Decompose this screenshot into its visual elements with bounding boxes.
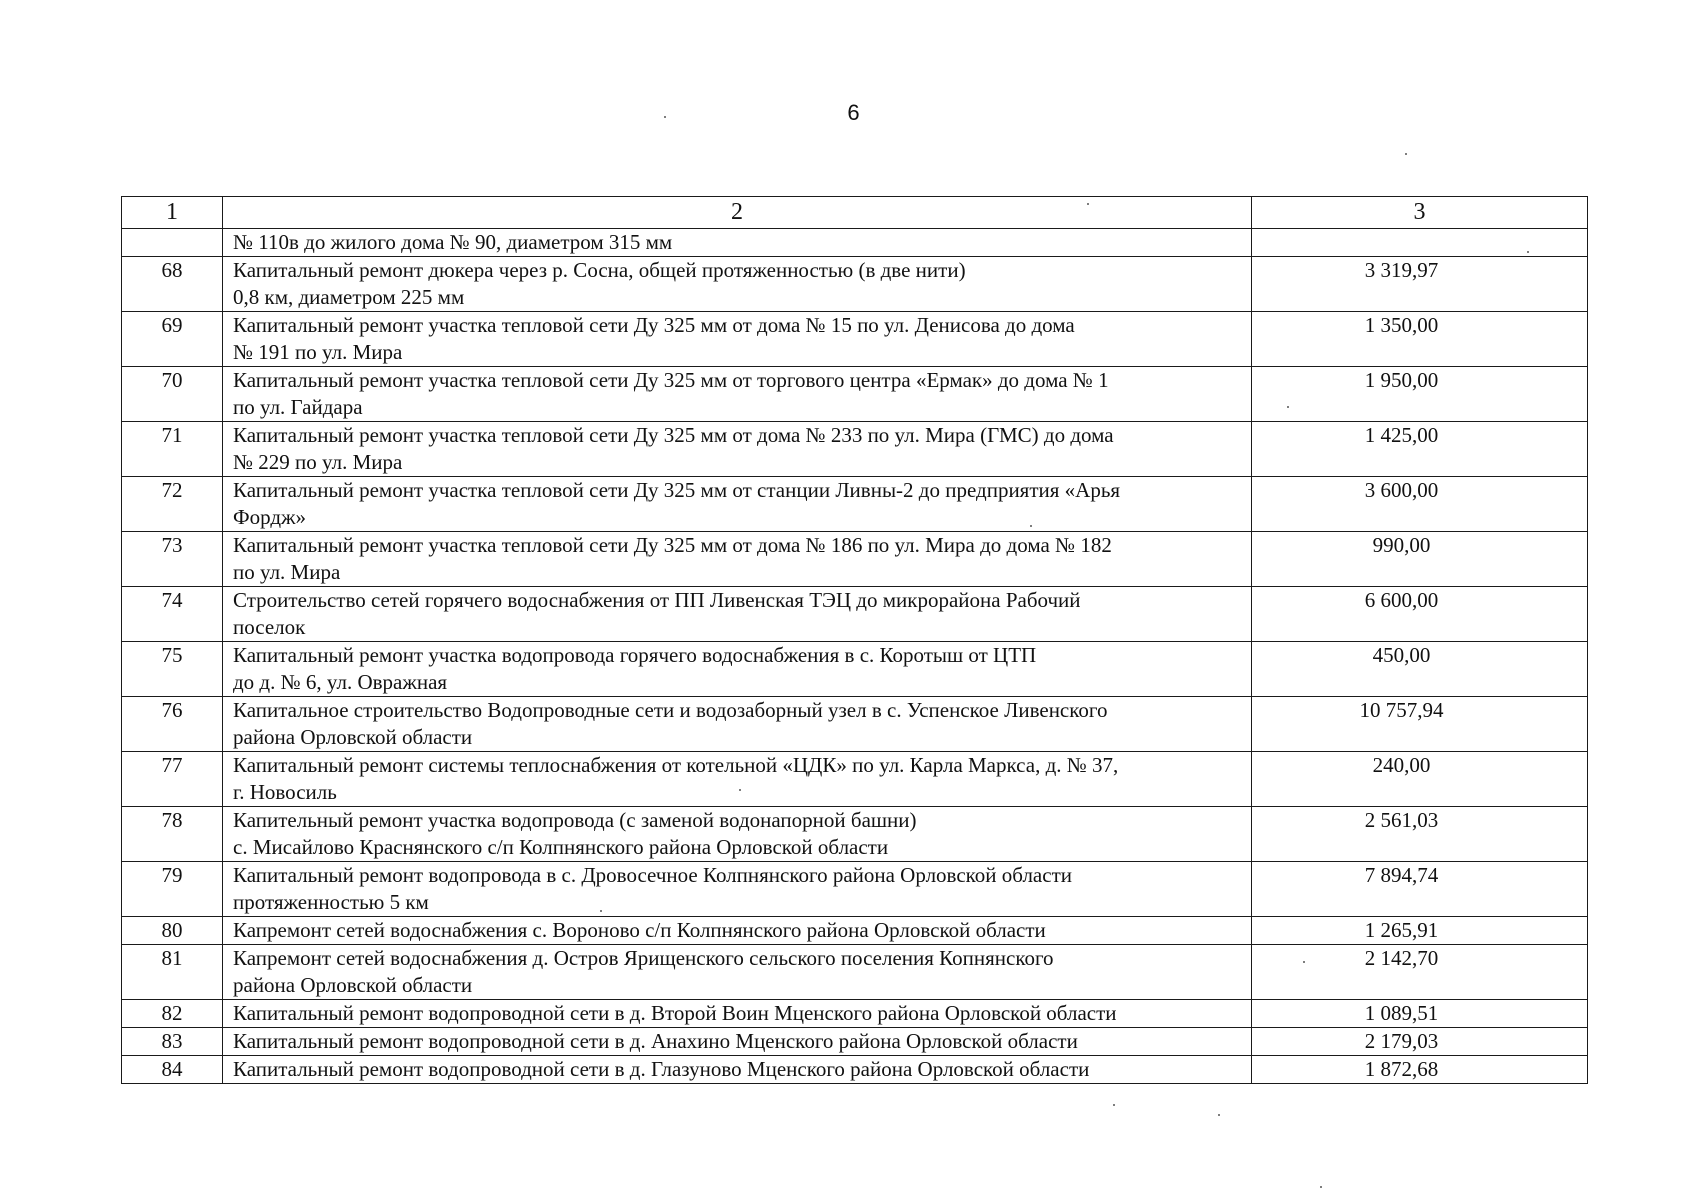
description-line: Капитальный ремонт участка тепловой сети Ду 325 мм от торгового центра «Ермак» до дома № 1 — [233, 368, 1109, 392]
description-line: до д. № 6, ул. Овражная — [233, 670, 448, 694]
row-value: 3 319,97 — [1252, 257, 1588, 312]
row-description — [223, 257, 1252, 312]
scan-speck — [1113, 1104, 1115, 1106]
table-row — [122, 1028, 1588, 1056]
description-line: поселок — [233, 615, 306, 639]
row-value: 10 757,94 — [1252, 697, 1588, 752]
description-line: Капитальный ремонт участка тепловой сети Ду 325 мм от станции Ливны-2 до предприятия «Арья — [233, 478, 1121, 502]
table-row — [122, 367, 1588, 422]
scan-speck — [1405, 153, 1407, 155]
description-line: по ул. Мира — [233, 560, 341, 584]
description-line: протяженностью 5 км — [233, 890, 429, 914]
table-row — [122, 477, 1588, 532]
row-number: 69 — [122, 312, 223, 367]
row-value: 3 600,00 — [1252, 477, 1588, 532]
description-line: Капитальный ремонт водопроводной сети в д. Второй Воин Мценского района Орловской области — [233, 1001, 1117, 1025]
description-line: Капитальный ремонт водопроводной сети в д. Анахино Мценского района Орловской области — [233, 1029, 1078, 1053]
row-description — [223, 229, 1252, 257]
row-description — [223, 642, 1252, 697]
row-value: 1 872,68 — [1252, 1056, 1588, 1084]
description-line: Капитальный ремонт участка тепловой сети Ду 325 мм от дома № 186 по ул. Мира до дома № 182 — [233, 533, 1112, 557]
description-line: Капитальный ремонт системы теплоснабжения от котельной «ЦДК» по ул. Карла Маркса, д. № 37, — [233, 753, 1119, 777]
row-value: 1 089,51 — [1252, 1000, 1588, 1028]
table-row — [122, 807, 1588, 862]
description-line: Капремонт сетей водоснабжения с. Вороново с/п Колпнянского района Орловской области — [233, 918, 1046, 942]
row-number: 77 — [122, 752, 223, 807]
table-row — [122, 862, 1588, 917]
table-row — [122, 752, 1588, 807]
table-row — [122, 917, 1588, 945]
row-description — [223, 1028, 1252, 1056]
table-row — [122, 642, 1588, 697]
page-number: 6 — [847, 100, 860, 125]
row-number: 68 — [122, 257, 223, 312]
row-number — [122, 229, 223, 257]
row-number: 72 — [122, 477, 223, 532]
row-description — [223, 532, 1252, 587]
row-value — [1252, 229, 1588, 257]
table-row — [122, 1000, 1588, 1028]
description-line: Капремонт сетей водоснабжения д. Остров Ярищенского сельского поселения Копнянского — [233, 946, 1054, 970]
row-description — [223, 422, 1252, 477]
description-line: № 191 по ул. Мира — [233, 340, 403, 364]
description-line: с. Мисайлово Краснянского с/п Колпнянского района Орловской области — [233, 835, 889, 859]
table-row — [122, 587, 1588, 642]
table-row — [122, 1056, 1588, 1084]
row-value: 6 600,00 — [1252, 587, 1588, 642]
description-line: Капитальный ремонт водопровода в с. Дровосечное Колпнянского района Орловской области — [233, 863, 1072, 887]
description-line: Капитальный ремонт дюкера через р. Сосна, общей протяженностью (в две нити) — [233, 258, 966, 282]
table-row — [122, 422, 1588, 477]
table-row — [122, 312, 1588, 367]
table-body — [122, 197, 1588, 1084]
row-description — [223, 862, 1252, 917]
row-value: 2 561,03 — [1252, 807, 1588, 862]
row-number: 75 — [122, 642, 223, 697]
header-cell-3: 3 — [1252, 197, 1588, 229]
row-number: 82 — [122, 1000, 223, 1028]
row-number: 80 — [122, 917, 223, 945]
row-description — [223, 917, 1252, 945]
row-value: 2 142,70 — [1252, 945, 1588, 1000]
row-value: 240,00 — [1252, 752, 1588, 807]
row-number: 76 — [122, 697, 223, 752]
scan-speck — [664, 116, 666, 118]
row-description — [223, 367, 1252, 422]
row-value: 1 265,91 — [1252, 917, 1588, 945]
row-number: 73 — [122, 532, 223, 587]
description-line: Капитальный ремонт участка тепловой сети Ду 325 мм от дома № 15 по ул. Денисова до дома — [233, 313, 1075, 337]
scan-speck — [1218, 1114, 1220, 1116]
table-row — [122, 945, 1588, 1000]
row-description — [223, 945, 1252, 1000]
row-value: 1 950,00 — [1252, 367, 1588, 422]
description-line: № 110в до жилого дома № 90, диаметром 315 мм — [233, 230, 673, 254]
row-number: 84 — [122, 1056, 223, 1084]
row-description — [223, 1000, 1252, 1028]
description-line: района Орловской области — [233, 973, 473, 997]
row-value: 2 179,03 — [1252, 1028, 1588, 1056]
description-line: по ул. Гайдара — [233, 395, 363, 419]
row-value: 450,00 — [1252, 642, 1588, 697]
row-description — [223, 752, 1252, 807]
row-number: 74 — [122, 587, 223, 642]
description-line: Капитальный ремонт участка водопровода горячего водоснабжения в с. Коротыш от ЦТП — [233, 643, 1037, 667]
continuation-row — [122, 229, 1588, 257]
row-number: 79 — [122, 862, 223, 917]
description-line: Капитальный ремонт участка тепловой сети Ду 325 мм от дома № 233 по ул. Мира (ГМС) до дома — [233, 423, 1114, 447]
table-row — [122, 532, 1588, 587]
row-value: 1 350,00 — [1252, 312, 1588, 367]
header-cell-1: 1 — [122, 197, 223, 229]
description-line: Фордж» — [233, 505, 307, 529]
row-number: 83 — [122, 1028, 223, 1056]
scan-speck — [1320, 1186, 1322, 1188]
description-line: № 229 по ул. Мира — [233, 450, 403, 474]
description-line: Капительный ремонт участка водопровода (с заменой водонапорной башни) — [233, 808, 917, 832]
description-line: Капитальное строительство Водопроводные сети и водозаборный узел в с. Успенское Ливенского — [233, 698, 1108, 722]
header-cell-2: 2 — [223, 197, 1252, 229]
description-line: Строительство сетей горячего водоснабжения от ПП Ливенская ТЭЦ до микрорайона Рабочий — [233, 588, 1081, 612]
row-number: 78 — [122, 807, 223, 862]
row-number: 71 — [122, 422, 223, 477]
header-row — [122, 197, 1588, 229]
row-value: 7 894,74 — [1252, 862, 1588, 917]
description-line: 0,8 км, диаметром 225 мм — [233, 285, 465, 309]
row-value: 1 425,00 — [1252, 422, 1588, 477]
table-row — [122, 697, 1588, 752]
row-description — [223, 697, 1252, 752]
description-line: района Орловской области — [233, 725, 473, 749]
row-value: 990,00 — [1252, 532, 1588, 587]
description-line: Капитальный ремонт водопроводной сети в д. Глазуново Мценского района Орловской области — [233, 1057, 1090, 1081]
row-description — [223, 807, 1252, 862]
row-number: 81 — [122, 945, 223, 1000]
table-row — [122, 257, 1588, 312]
row-description — [223, 1056, 1252, 1084]
works-table — [121, 196, 1588, 1084]
description-line: г. Новосиль — [233, 780, 337, 804]
row-description — [223, 312, 1252, 367]
row-description — [223, 477, 1252, 532]
row-description — [223, 587, 1252, 642]
row-number: 70 — [122, 367, 223, 422]
